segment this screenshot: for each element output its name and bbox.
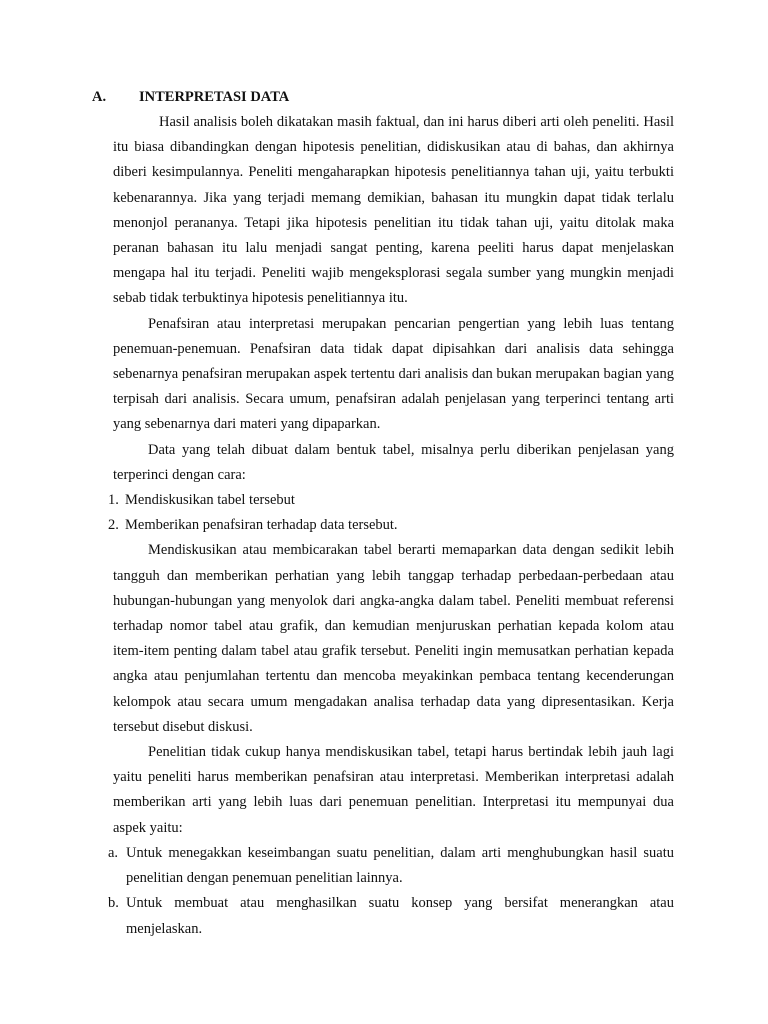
paragraph-penafsiran: Penafsiran atau interpretasi merupakan pencarian pengertian yang lebih luas tentang penemuan-penemuan. Penafsiran data tidak dapat dipisahkan dari analisis data sehingga sebenarnya penafsiran merupakan aspek tertentu dari analisis dan bukan merupakan bagian yang terpisah dari analisis. Secara umum, penafsiran adalah penjelasan yang terperinci tentang arti yang sebenarnya dari materi yang dipaparkan. [113, 315, 674, 433]
list-item-text: Untuk menegakkan keseimbangan suatu penelitian, dalam arti menghubungkan hasil suatu penelitian dengan penemuan penelitian lainnya. [126, 844, 674, 887]
list-marker: 1. [108, 492, 119, 509]
list-item [108, 513, 674, 538]
list-item-text: Mendiskusikan tabel tersebut [125, 492, 295, 509]
list-marker: b. [108, 895, 119, 912]
list-marker: a. [108, 844, 119, 861]
section-number: A. [92, 89, 107, 105]
list-marker: 2. [108, 517, 119, 534]
document-body [108, 110, 674, 942]
list-item [108, 891, 674, 941]
section-heading [92, 87, 289, 107]
list-item-text: Untuk membuat atau menghasilkan suatu konsep yang bersifat menerangkan atau menjelaskan. [126, 895, 674, 937]
list-item [108, 488, 674, 513]
paragraph-hasil-analisis: Hasil analisis boleh dikatakan masih faktual, dan ini harus diberi arti oleh peneliti. Hasil itu biasa dibandingkan dengan hipotesis penelitian, didiskusikan atau di bahas, dan akhirnya diberi kesimpulannya. Peneliti mengaharapkan hipotesis penelitiannya tahan uji, yaitu terbukti kebenarannya. Jika yang terjadi memang demikian, bahasan itu mungkin dapat tidak terlalu menonjol perananya. Tetapi jika hipotesis penelitian itu tidak tahan uji, yaitu ditolak maka peranan bahasan itu lalu menjadi sangat penting, karena peeliti harus dapat menjelaskan mengapa hal itu terjadi. Peneliti wajib mengeksplorasi segala sumber yang mungkin menjadi sebab tidak terbuktinya hipotesis penelitiannya itu. [113, 114, 674, 307]
paragraph-mendiskusikan: Mendiskusikan atau membicarakan tabel berarti memaparkan data dengan sedikit lebih tangguh dan memberikan perhatian yang lebih tanggap terhadap perbedaan-perbedaan atau hubungan-hubungan yang menyolok dari angka-angka dalam tabel. Peneliti membuat referensi terhadap nomor tabel atau grafik, dan kemudian menjuruskan perhatian kepada kolom atau item-item penting dalam tabel atau grafik tersebut. Peneliti ingin memusatkan perhatian kepada angka atau penjumlahan tertentu dan mencoba meyakinkan pembaca tentang kecenderungan kelompok atau secara umum mengadakan analisa terhadap data yang dipresentasikan. Kerja tersebut disebut diskusi. [113, 542, 674, 735]
section-title: INTERPRETASI DATA [139, 89, 290, 105]
numbered-list [108, 488, 674, 538]
list-item-text: Memberikan penafsiran terhadap data tersebut. [125, 517, 398, 534]
paragraph-penelitian: Penelitian tidak cukup hanya mendiskusikan tabel, tetapi harus bertindak lebih jauh lagi yaitu peneliti harus memberikan penafsiran atau interpretasi. Memberikan interpretasi adalah memberikan arti yang lebih luas dari penemuan penelitian. Interpretasi itu mempunyai dua aspek yaitu: [113, 744, 674, 836]
lettered-list [108, 841, 674, 942]
list-item [108, 841, 674, 891]
paragraph-data-tabel: Data yang telah dibuat dalam bentuk tabel, misalnya perlu diberikan penjelasan yang terperinci dengan cara: [113, 441, 674, 483]
